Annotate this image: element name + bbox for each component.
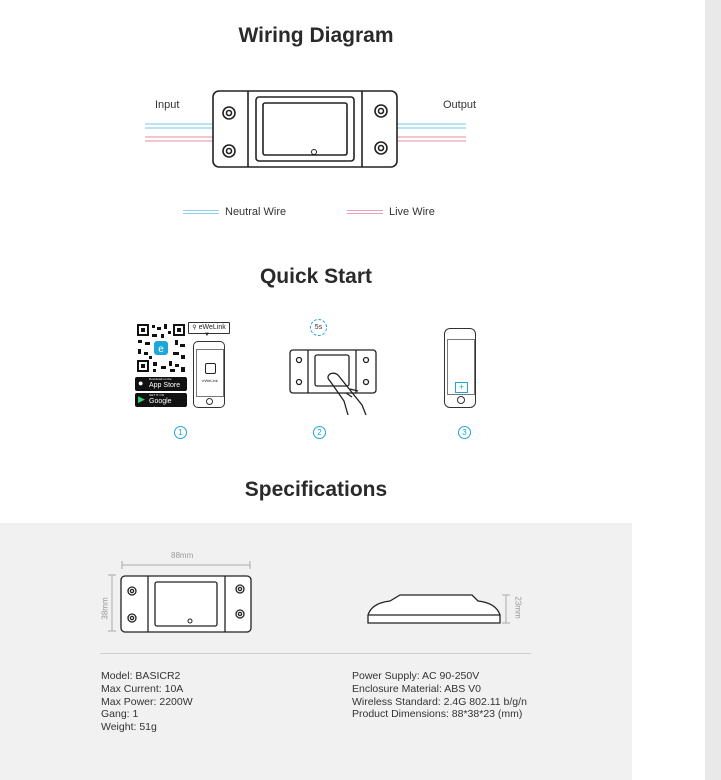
app-store-badge[interactable] bbox=[135, 377, 187, 391]
apple-icon: ● bbox=[138, 378, 144, 388]
step2-device-illustration bbox=[288, 345, 388, 425]
specs-divider bbox=[100, 653, 531, 654]
add-device-icon: + bbox=[455, 382, 468, 393]
app-store-label: App Store bbox=[149, 382, 181, 389]
neutral-label: Neutral Wire bbox=[225, 206, 287, 218]
live-label: Live Wire bbox=[389, 206, 435, 218]
phone-screen bbox=[196, 349, 224, 397]
step1-illustration bbox=[134, 319, 254, 414]
app-store-line1: Download on the bbox=[149, 377, 172, 381]
live-swatch bbox=[347, 210, 383, 214]
depth-dimension-label: 23mm bbox=[513, 596, 523, 619]
spec-power-supply: Power Supply: AC 90-250V bbox=[352, 670, 480, 682]
output-wires bbox=[395, 124, 466, 141]
step-number-2: 2 bbox=[313, 426, 326, 439]
spec-wireless: Wireless Standard: 2.4G 802.11 b/g/n bbox=[352, 695, 527, 708]
legend-neutral bbox=[183, 206, 286, 218]
spec-max-power: Max Power: 2200W bbox=[101, 695, 193, 708]
step-number-3: 3 bbox=[458, 426, 471, 439]
specs-dimension-drawings bbox=[0, 523, 632, 653]
svg-text:e: e bbox=[158, 344, 164, 355]
output-label: Output bbox=[443, 99, 477, 111]
spec-weight: Weight: 51g bbox=[101, 721, 157, 734]
width-dimension-label: 88mm bbox=[171, 551, 194, 560]
play-icon: ▶ bbox=[138, 394, 145, 404]
input-label: Input bbox=[155, 99, 180, 111]
step-number-1: 1 bbox=[174, 426, 187, 439]
device-body bbox=[213, 91, 397, 167]
google-play-line1: GET IT ON bbox=[149, 393, 164, 397]
arrow-down-icon: ▼ bbox=[204, 332, 210, 338]
step3-phone-screen bbox=[447, 339, 475, 395]
spec-dimensions: Product Dimensions: 88*38*23 (mm) bbox=[352, 708, 523, 721]
wiring-diagram bbox=[0, 0, 632, 200]
wiring-title: Wiring Diagram bbox=[238, 24, 394, 47]
specs-right-column bbox=[352, 670, 527, 721]
step3-phone-icon bbox=[444, 328, 476, 408]
input-wires bbox=[145, 124, 215, 141]
qr-code-icon bbox=[135, 322, 187, 374]
spec-max-current: Max Current: 10A bbox=[101, 682, 184, 695]
google-play-badge[interactable] bbox=[135, 393, 187, 414]
specs-title: Specifications bbox=[244, 478, 388, 501]
home-button bbox=[206, 398, 213, 405]
legend-live bbox=[347, 206, 435, 218]
step2-timer-icon bbox=[310, 319, 327, 336]
spec-gang: Gang: 1 bbox=[101, 708, 139, 721]
phone-app-label: eWeLink bbox=[202, 378, 218, 383]
search-icon: ⚲ bbox=[192, 325, 197, 331]
neutral-swatch bbox=[183, 210, 219, 214]
quick-start-title: Quick Start bbox=[259, 265, 373, 288]
timer-text: 5s bbox=[314, 324, 323, 331]
ewelink-search-text: eWeLink bbox=[198, 324, 226, 331]
spec-model: Model: BASICR2 bbox=[101, 670, 181, 682]
phone-icon bbox=[193, 341, 225, 408]
scrollbar-track[interactable] bbox=[705, 0, 721, 780]
app-icon bbox=[205, 363, 216, 374]
specs-left-column bbox=[101, 670, 193, 734]
google-play-label: Google Play bbox=[149, 398, 172, 414]
height-dimension-label: 38mm bbox=[100, 597, 110, 620]
spec-enclosure: Enclosure Material: ABS V0 bbox=[352, 682, 481, 695]
step3-home-button bbox=[457, 396, 465, 404]
